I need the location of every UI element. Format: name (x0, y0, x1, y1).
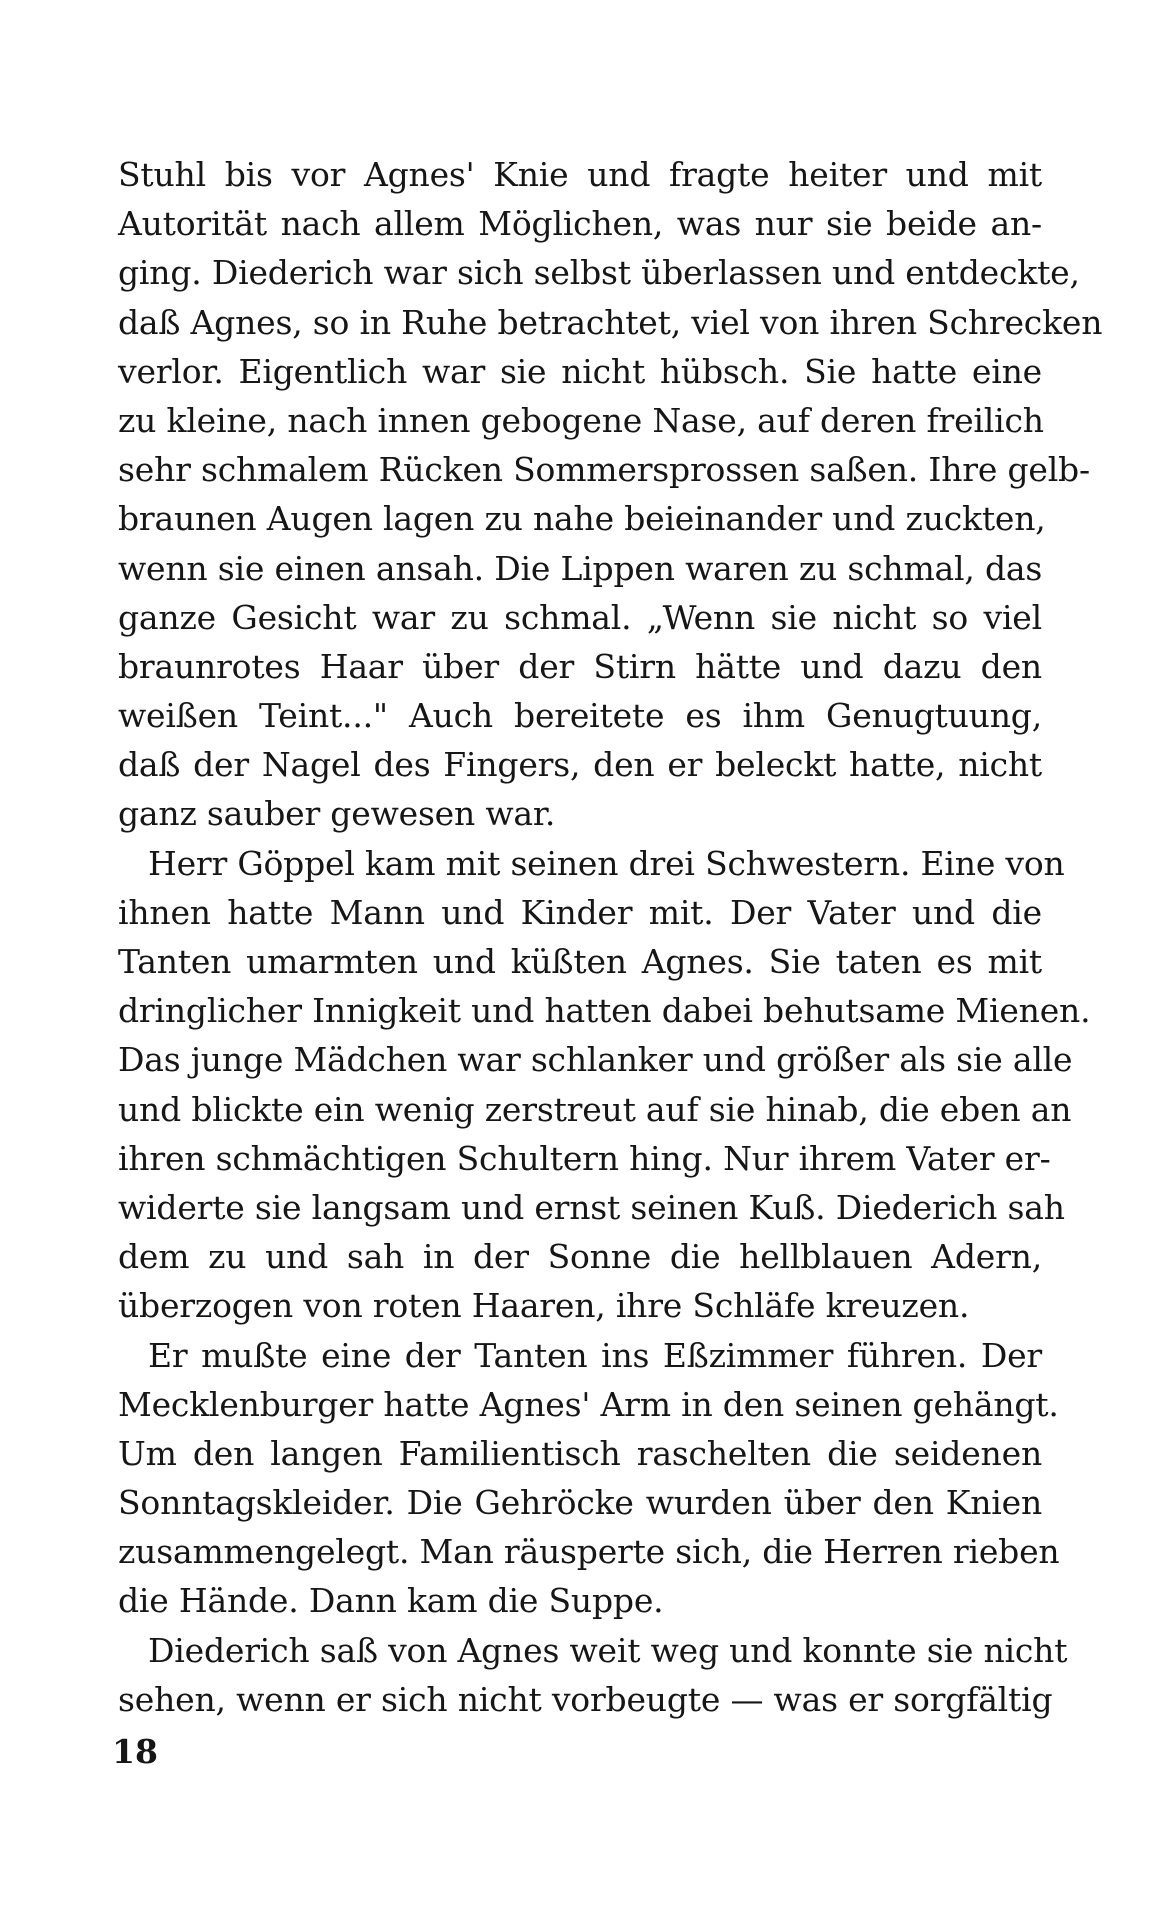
text-line: sehen, wenn er sich nicht vorbeugte — was er sorgfältig (118, 1679, 1053, 1719)
text-line: wenn sie einen ansah. Die Lippen waren zu schmal, das (118, 548, 1043, 588)
text-line: verlor. Eigentlich war sie nicht hübsch. Sie hatte eine (118, 351, 1042, 391)
text-line: Sonntagskleider. Die Gehröcke wurden über den Knien (118, 1483, 1042, 1523)
page-number: 18 (112, 1732, 158, 1771)
text-line: ging. Diederich war sich selbst überlassen und entdeckte, (118, 253, 1080, 293)
text-line: zu kleine, nach innen gebogene Nase, auf deren freilich (118, 400, 1044, 440)
text-line: zusammengelegt. Man räusperte sich, die Herren rieben (118, 1532, 1060, 1572)
text-line: dem zu und sah in der Sonne die hellblauen Adern, (118, 1237, 1042, 1277)
text-line: Autorität nach allem Möglichen, was nur sie beide an- (118, 204, 1042, 244)
text-line: ihren schmächtigen Schultern hing. Nur ihrem Vater er- (118, 1138, 1051, 1178)
text-line: daß der Nagel des Fingers, den er beleckt hatte, nicht (118, 745, 1042, 785)
text-line: Er mußte eine der Tanten ins Eßzimmer führen. Der (148, 1335, 1042, 1375)
body-text (118, 150, 1103, 1724)
text-line: und blickte ein wenig zerstreut auf sie hinab, die eben an (118, 1089, 1072, 1129)
text-line: widerte sie langsam und ernst seinen Kuß. Diederich sah (118, 1187, 1065, 1227)
text-line: Mecklenburger hatte Agnes' Arm in den seinen gehängt. (118, 1384, 1059, 1424)
text-line: braunrotes Haar über der Stirn hätte und dazu den (118, 646, 1042, 686)
text-line: ganz sauber gewesen war. (118, 794, 556, 834)
text-line: braunen Augen lagen zu nahe beieinander und zuckten, (118, 499, 1046, 539)
text-line: Diederich saß von Agnes weit weg und konnte sie nicht (148, 1630, 1068, 1670)
text-line: Um den langen Familientisch raschelten die seidenen (118, 1433, 1042, 1473)
text-line: daß Agnes, so in Ruhe betrachtet, viel von ihren Schrecken (118, 302, 1103, 342)
text-line: Das junge Mädchen war schlanker und größer als sie alle (118, 1040, 1073, 1080)
text-line: überzogen von roten Haaren, ihre Schläfe kreuzen. (118, 1286, 970, 1326)
text-line: Herr Göppel kam mit seinen drei Schwestern. Eine von (148, 843, 1065, 883)
text-line: Stuhl bis vor Agnes' Knie und fragte heiter und mit (118, 155, 1042, 194)
text-line: ihnen hatte Mann und Kinder mit. Der Vater und die (118, 892, 1042, 932)
text-line: weißen Teint..." Auch bereitete es ihm Genugtuung, (118, 696, 1042, 736)
text-line: Tanten umarmten und küßten Agnes. Sie taten es mit (118, 942, 1042, 981)
text-line: ganze Gesicht war zu schmal. „Wenn sie nicht so viel (118, 597, 1042, 637)
text-line: dringlicher Innigkeit und hatten dabei behutsame Mienen. (118, 991, 1091, 1031)
text-line: sehr schmalem Rücken Sommersprossen saßen. Ihre gelb- (118, 450, 1090, 490)
text-line: die Hände. Dann kam die Suppe. (118, 1581, 664, 1621)
